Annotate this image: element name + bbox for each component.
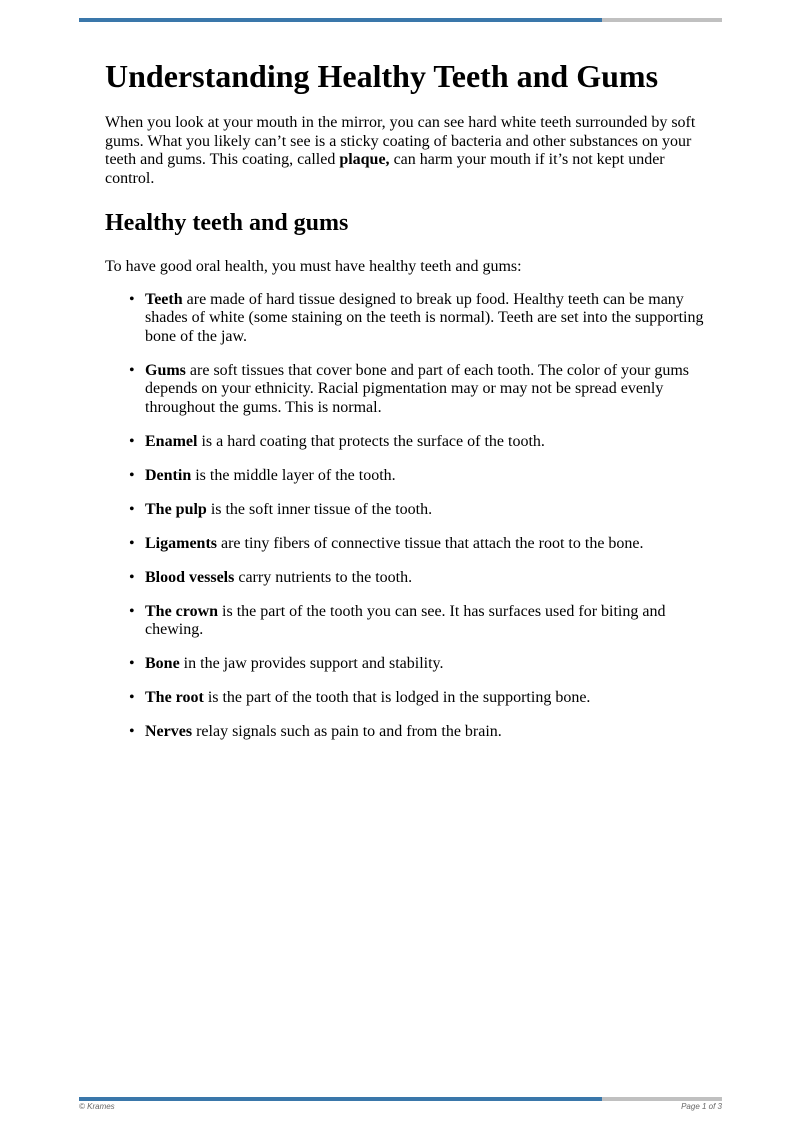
footer-rule-gray (602, 1097, 722, 1101)
list-item (129, 290, 705, 347)
bullet-icon: • (129, 432, 135, 450)
bullet-icon: • (129, 534, 135, 552)
list-item (129, 466, 705, 486)
list-item-text: relay signals such as pain to and from the brain. (192, 723, 502, 740)
bullet-icon: • (129, 568, 135, 586)
list-item-text: are soft tissues that cover bone and part of each tooth. The color of your gums depends on your ethnicity. Racial pigmentation may or may not be spread evenly throughout the gums. This is normal. (145, 361, 690, 416)
lead-paragraph: To have good oral health, you must have healthy teeth and gums: (105, 258, 522, 275)
list-item-term: The root (145, 689, 204, 706)
list-item-text: is the soft inner tissue of the tooth. (206, 500, 433, 518)
list-item-text: carry nutrients to the tooth. (234, 568, 413, 586)
list-item-term: Ligaments (145, 534, 217, 552)
list-item-term: Dentin (145, 466, 192, 484)
list-item-term: The pulp (145, 500, 207, 518)
intro-text-before: When you look at your mouth in the mirror, you can see hard white teeth surrounded by soft gums. What you likely can’t see is a sticky coating of bacteria and other substances on your teeth and gums. This coating, called (105, 114, 696, 168)
footer-rule-accent (79, 1097, 602, 1101)
header-rule (79, 18, 722, 22)
bullet-icon: • (129, 500, 135, 518)
list-item-text: are tiny fibers of connective tissue that attach the root to the bone. (217, 534, 644, 552)
document-body (105, 56, 705, 757)
list-item-text: is a hard coating that protects the surface of the tooth. (197, 432, 545, 450)
list-item (129, 361, 705, 418)
list-item-term: Nerves (145, 723, 193, 740)
header-rule-accent (79, 18, 602, 22)
list-item (129, 500, 705, 520)
list-item-term: Blood vessels (145, 568, 235, 586)
bullet-icon: • (129, 466, 135, 484)
list-item-text: is the part of the tooth you can see. It has surfaces used for biting and chewing. (145, 602, 666, 638)
list-item (129, 689, 705, 708)
section-heading: Healthy teeth and gums (105, 210, 349, 236)
page-title: Understanding Healthy Teeth and Gums (105, 58, 659, 94)
bullet-icon: • (129, 602, 135, 620)
list-item-term: Bone (145, 655, 180, 672)
intro-bold-term: plaque, (339, 151, 390, 168)
list-item (129, 534, 705, 554)
list-item (129, 723, 705, 742)
footer-page-number: Page 1 of 3 (681, 1102, 722, 1111)
bullet-icon: • (129, 723, 135, 740)
list-item-text: are made of hard tissue designed to break up food. Healthy teeth can be many shades of white (some staining on the teeth is normal). Teeth are set into the supporting bone of the jaw. (145, 290, 704, 345)
list-item-term: Teeth (145, 290, 183, 308)
bullet-icon: • (129, 689, 135, 706)
footer-rule (79, 1097, 722, 1101)
list-item-term: Gums (145, 361, 186, 379)
list-item (129, 568, 705, 588)
intro-paragraph (105, 114, 705, 188)
list-item (129, 655, 705, 674)
bullet-icon: • (129, 655, 135, 672)
list-item (129, 602, 705, 640)
intro-text-after: can harm your mouth if it’s not kept under control. (105, 151, 665, 187)
list-item-term: The crown (145, 602, 219, 620)
bullet-icon: • (129, 361, 135, 379)
list-item-term: Enamel (145, 432, 198, 450)
list-item-text: in the jaw provides support and stability. (179, 655, 444, 672)
anatomy-list (105, 291, 705, 742)
footer-copyright: © Krames (79, 1102, 115, 1111)
bullet-icon: • (129, 290, 135, 308)
list-item (129, 432, 705, 452)
list-item-text: is the part of the tooth that is lodged in the supporting bone. (203, 689, 591, 706)
header-rule-gray (602, 18, 722, 22)
list-item-text: is the middle layer of the tooth. (191, 466, 396, 484)
